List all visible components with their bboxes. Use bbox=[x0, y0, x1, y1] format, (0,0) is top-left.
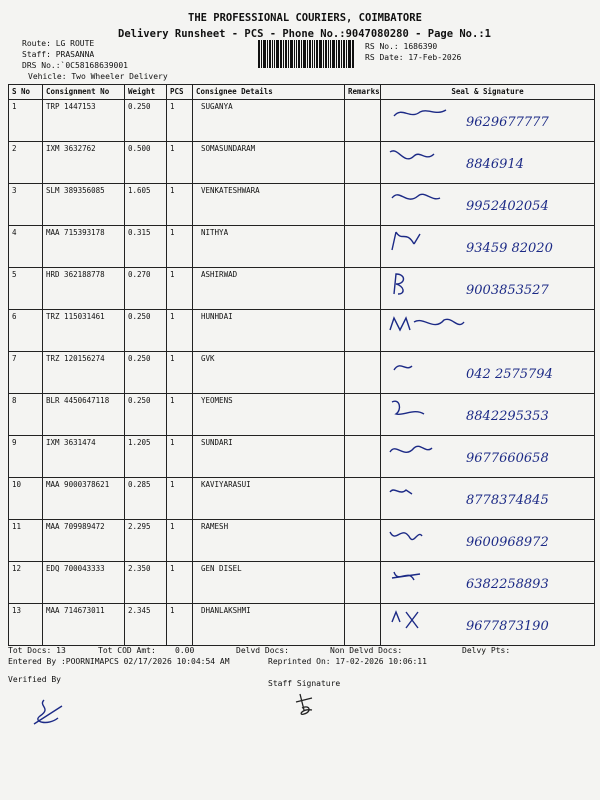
handwritten-signature-icon bbox=[384, 312, 590, 346]
staff-signature-icon bbox=[292, 690, 322, 720]
handwritten-signature-icon bbox=[384, 564, 590, 598]
handwritten-signature-icon bbox=[384, 354, 590, 388]
consignee-cell: SOMASUNDARAM bbox=[193, 142, 345, 184]
consignee-cell: GVK bbox=[193, 352, 345, 394]
handwritten-phone: 9629677777 bbox=[466, 115, 549, 130]
tot-docs: Tot Docs: 13 bbox=[8, 646, 66, 655]
signature-cell bbox=[381, 142, 595, 184]
consignment-cell: TRP 1447153 bbox=[43, 100, 125, 142]
verified-by-label: Verified By bbox=[8, 675, 61, 684]
handwritten-phone: 8846914 bbox=[466, 157, 524, 172]
handwritten-signature-icon bbox=[384, 480, 590, 514]
remarks-cell bbox=[345, 226, 381, 268]
consignment-cell: IXM 3632762 bbox=[43, 142, 125, 184]
weight-cell: 0.250 bbox=[125, 100, 167, 142]
consignment-cell: SLM 389356085 bbox=[43, 184, 125, 226]
pcs-cell: 1 bbox=[167, 100, 193, 142]
sno-cell: 9 bbox=[9, 436, 43, 478]
tot-cod-value: 0.00 bbox=[175, 646, 195, 655]
signature-cell bbox=[381, 184, 595, 226]
remarks-cell bbox=[345, 352, 381, 394]
sno-cell: 3 bbox=[9, 184, 43, 226]
col-seal-signature: Seal & Signature bbox=[381, 85, 595, 100]
consignee-cell: VENKATESHWARA bbox=[193, 184, 345, 226]
consignee-cell: HUNHDAI bbox=[193, 310, 345, 352]
table-row bbox=[9, 310, 595, 352]
sno-cell: 7 bbox=[9, 352, 43, 394]
pcs-cell: 1 bbox=[167, 436, 193, 478]
table-row bbox=[9, 478, 595, 520]
sno-cell: 5 bbox=[9, 268, 43, 310]
handwritten-signature-icon bbox=[384, 102, 590, 136]
col-consignment: Consignment No bbox=[43, 85, 125, 100]
runsheet-table bbox=[8, 84, 595, 646]
weight-cell: 0.285 bbox=[125, 478, 167, 520]
consignee-cell: KAVIYARASUI bbox=[193, 478, 345, 520]
pcs-cell: 1 bbox=[167, 226, 193, 268]
staff-signature-label: Staff Signature bbox=[268, 679, 341, 688]
sno-cell: 6 bbox=[9, 310, 43, 352]
remarks-cell bbox=[345, 184, 381, 226]
pcs-cell: 1 bbox=[167, 142, 193, 184]
handwritten-phone: 9677873190 bbox=[466, 619, 549, 634]
consignee-cell: YEOMENS bbox=[193, 394, 345, 436]
col-pcs: PCS bbox=[167, 85, 193, 100]
signature-cell bbox=[381, 520, 595, 562]
remarks-cell bbox=[345, 142, 381, 184]
weight-cell: 0.250 bbox=[125, 394, 167, 436]
delvy-pts: Delvy Pts: bbox=[462, 646, 511, 655]
rs-number: RS No.: 1686390 bbox=[365, 42, 438, 51]
vehicle-label: Vehicle: Two Wheeler Delivery bbox=[28, 72, 168, 81]
consignment-cell: HRD 362188778 bbox=[43, 268, 125, 310]
handwritten-signature-icon bbox=[384, 396, 590, 430]
consignee-cell: ASHIRWAD bbox=[193, 268, 345, 310]
signature-cell bbox=[381, 562, 595, 604]
signature-cell bbox=[381, 394, 595, 436]
remarks-cell bbox=[345, 562, 381, 604]
handwritten-phone: 6382258893 bbox=[466, 577, 549, 592]
consignment-cell: MAA 709989472 bbox=[43, 520, 125, 562]
remarks-cell bbox=[345, 100, 381, 142]
sno-cell: 2 bbox=[9, 142, 43, 184]
handwritten-phone: 042 2575794 bbox=[466, 367, 553, 382]
remarks-cell bbox=[345, 520, 381, 562]
handwritten-signature-icon bbox=[384, 144, 590, 178]
sno-cell: 1 bbox=[9, 100, 43, 142]
reprinted-on: Reprinted On: 17-02-2026 10:06:11 bbox=[268, 657, 427, 666]
table-row bbox=[9, 604, 595, 646]
consignment-cell: MAA 715393178 bbox=[43, 226, 125, 268]
table-row bbox=[9, 268, 595, 310]
signature-cell bbox=[381, 268, 595, 310]
pcs-cell: 1 bbox=[167, 520, 193, 562]
weight-cell: 1.605 bbox=[125, 184, 167, 226]
barcode-icon bbox=[258, 40, 360, 68]
consignment-cell: TRZ 120156274 bbox=[43, 352, 125, 394]
pcs-cell: 1 bbox=[167, 478, 193, 520]
col-consignee: Consignee Details bbox=[193, 85, 345, 100]
consignment-cell: EDQ 700043333 bbox=[43, 562, 125, 604]
remarks-cell bbox=[345, 394, 381, 436]
col-sno: S No bbox=[9, 85, 43, 100]
handwritten-signature-icon bbox=[384, 270, 590, 304]
consignee-cell: RAMESH bbox=[193, 520, 345, 562]
table-row bbox=[9, 436, 595, 478]
weight-cell: 0.315 bbox=[125, 226, 167, 268]
handwritten-signature-icon bbox=[384, 606, 590, 640]
table-row bbox=[9, 142, 595, 184]
table-row bbox=[9, 352, 595, 394]
handwritten-signature-icon bbox=[384, 186, 590, 220]
signature-cell bbox=[381, 352, 595, 394]
weight-cell: 0.250 bbox=[125, 352, 167, 394]
consignment-cell: IXM 3631474 bbox=[43, 436, 125, 478]
consignment-cell: BLR 4450647118 bbox=[43, 394, 125, 436]
table-row bbox=[9, 184, 595, 226]
table-header-row bbox=[9, 85, 595, 100]
consignee-cell: NITHYA bbox=[193, 226, 345, 268]
verifier-signature-icon bbox=[28, 696, 68, 732]
staff-label: Staff: PRASANNA bbox=[22, 50, 95, 59]
consignee-cell: SUGANYA bbox=[193, 100, 345, 142]
company-title: THE PROFESSIONAL COURIERS, COIMBATORE bbox=[188, 12, 422, 24]
remarks-cell bbox=[345, 478, 381, 520]
sno-cell: 8 bbox=[9, 394, 43, 436]
remarks-cell bbox=[345, 310, 381, 352]
sno-cell: 12 bbox=[9, 562, 43, 604]
col-weight: Weight bbox=[125, 85, 167, 100]
weight-cell: 0.500 bbox=[125, 142, 167, 184]
route-label: Route: LG ROUTE bbox=[22, 39, 95, 48]
sno-cell: 13 bbox=[9, 604, 43, 646]
weight-cell: 0.270 bbox=[125, 268, 167, 310]
signature-cell bbox=[381, 436, 595, 478]
signature-cell bbox=[381, 310, 595, 352]
consignee-cell: SUNDARI bbox=[193, 436, 345, 478]
handwritten-phone: 93459 82020 bbox=[466, 241, 553, 256]
pcs-cell: 1 bbox=[167, 394, 193, 436]
consignment-cell: TRZ 115031461 bbox=[43, 310, 125, 352]
runsheet-subtitle: Delivery Runsheet - PCS - Phone No.:9047080280 - Page No.:1 bbox=[118, 28, 491, 40]
handwritten-phone: 9003853527 bbox=[466, 283, 549, 298]
table-row bbox=[9, 562, 595, 604]
weight-cell: 2.350 bbox=[125, 562, 167, 604]
handwritten-phone: 9600968972 bbox=[466, 535, 549, 550]
signature-cell bbox=[381, 100, 595, 142]
pcs-cell: 1 bbox=[167, 604, 193, 646]
weight-cell: 1.205 bbox=[125, 436, 167, 478]
signature-cell bbox=[381, 226, 595, 268]
handwritten-signature-icon bbox=[384, 438, 590, 472]
col-remarks: Remarks bbox=[345, 85, 381, 100]
signature-cell bbox=[381, 478, 595, 520]
consignee-cell: GEN DISEL bbox=[193, 562, 345, 604]
table-row bbox=[9, 226, 595, 268]
table-row bbox=[9, 520, 595, 562]
signature-cell bbox=[381, 604, 595, 646]
pcs-cell: 1 bbox=[167, 310, 193, 352]
remarks-cell bbox=[345, 268, 381, 310]
handwritten-signature-icon bbox=[384, 522, 590, 556]
table-row bbox=[9, 394, 595, 436]
consignment-cell: MAA 714673011 bbox=[43, 604, 125, 646]
weight-cell: 0.250 bbox=[125, 310, 167, 352]
remarks-cell bbox=[345, 604, 381, 646]
handwritten-phone: 9952402054 bbox=[466, 199, 549, 214]
weight-cell: 2.295 bbox=[125, 520, 167, 562]
sno-cell: 10 bbox=[9, 478, 43, 520]
handwritten-signature-icon bbox=[384, 228, 590, 262]
weight-cell: 2.345 bbox=[125, 604, 167, 646]
delvd-docs: Delvd Docs: bbox=[236, 646, 289, 655]
rs-date: RS Date: 17-Feb-2026 bbox=[365, 53, 462, 62]
pcs-cell: 1 bbox=[167, 562, 193, 604]
sno-cell: 11 bbox=[9, 520, 43, 562]
consignee-cell: DHANLAKSHMI bbox=[193, 604, 345, 646]
consignment-cell: MAA 9000378621 bbox=[43, 478, 125, 520]
non-delvd-docs: Non Delvd Docs: bbox=[330, 646, 403, 655]
drs-number: DRS No.:`0C58168639001 bbox=[22, 61, 128, 70]
remarks-cell bbox=[345, 436, 381, 478]
handwritten-phone: 8778374845 bbox=[466, 493, 549, 508]
entered-by: Entered By :POORNIMAPCS 02/17/2026 10:04:54 AM bbox=[8, 657, 230, 666]
sno-cell: 4 bbox=[9, 226, 43, 268]
handwritten-phone: 9677660658 bbox=[466, 451, 549, 466]
pcs-cell: 1 bbox=[167, 268, 193, 310]
pcs-cell: 1 bbox=[167, 352, 193, 394]
pcs-cell: 1 bbox=[167, 184, 193, 226]
table-row bbox=[9, 100, 595, 142]
handwritten-phone: 8842295353 bbox=[466, 409, 549, 424]
tot-cod-label: Tot COD Amt: bbox=[98, 646, 156, 655]
